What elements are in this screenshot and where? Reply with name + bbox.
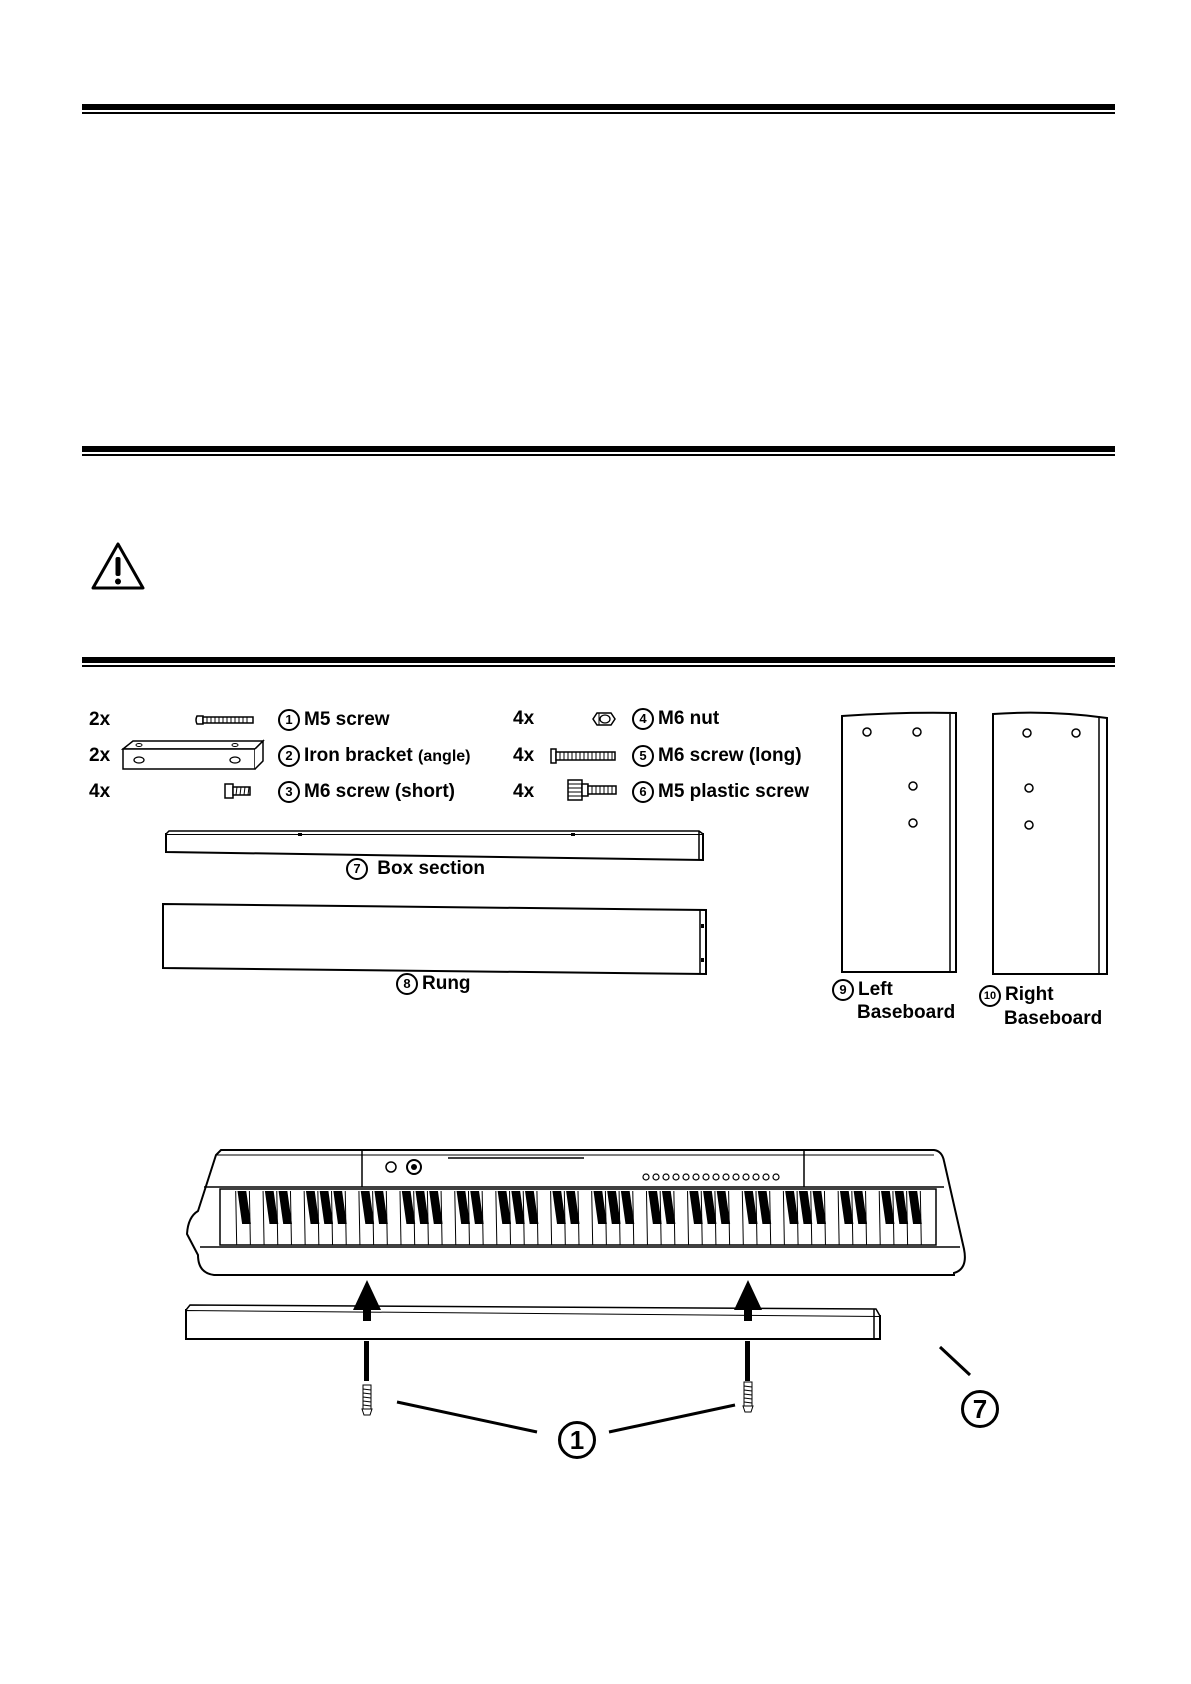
part-number-badge: 4 xyxy=(632,708,654,730)
part-number-badge: 8 xyxy=(396,973,418,995)
part-qty: 4x xyxy=(513,708,535,729)
part-label xyxy=(278,745,471,767)
part-number-badge: 1 xyxy=(278,709,300,731)
part-name-line2: Baseboard xyxy=(1004,1008,1103,1029)
screw-callout: 1 xyxy=(558,1421,596,1459)
rung-label xyxy=(396,973,471,995)
part-label xyxy=(632,708,719,730)
part-name-line2: Baseboard xyxy=(857,1002,956,1023)
part-name: Box section xyxy=(377,858,485,879)
part-qty: 4x xyxy=(89,781,111,802)
part-number-badge: 6 xyxy=(632,781,654,803)
left-baseboard-label xyxy=(832,978,955,1024)
part-label xyxy=(278,709,390,731)
part-number-badge: 5 xyxy=(632,745,654,767)
part-number-badge: 7 xyxy=(346,858,368,880)
part-name: M5 plastic screw xyxy=(658,781,810,802)
right-baseboard-diagram xyxy=(989,708,1111,980)
part-number-badge: 3 xyxy=(278,781,300,803)
part-name: M6 screw (long) xyxy=(658,745,802,766)
m6-long-screw-icon xyxy=(549,748,617,764)
box-section-label xyxy=(346,858,485,880)
part-qty: 4x xyxy=(513,745,535,766)
part-name: M6 nut xyxy=(658,708,720,729)
section-rule-bottom xyxy=(82,657,1115,667)
right-baseboard-label xyxy=(979,983,1102,1030)
part-name: Rung xyxy=(422,973,471,994)
m5-plastic-screw-icon xyxy=(566,779,618,801)
left-baseboard-diagram xyxy=(838,710,962,978)
m5-screw-icon xyxy=(195,713,255,727)
part-number-badge: 9 xyxy=(832,979,854,1001)
box-section-callout: 7 xyxy=(961,1390,999,1428)
part-name: Left xyxy=(858,979,893,1000)
part-qty: 2x xyxy=(89,745,111,766)
part-number-badge: 10 xyxy=(979,985,1001,1007)
part-name-suffix: (angle) xyxy=(418,748,471,765)
keyboard-assembly-diagram xyxy=(184,1147,984,1587)
part-number-badge: 2 xyxy=(278,745,300,767)
part-name: Iron bracket xyxy=(304,745,413,766)
iron-bracket-icon xyxy=(121,739,265,771)
m6-nut-icon xyxy=(591,711,617,727)
part-name: Right xyxy=(1005,984,1054,1005)
part-name: M6 screw (short) xyxy=(304,781,455,802)
part-label xyxy=(632,745,802,767)
part-qty: 4x xyxy=(513,781,535,802)
rung-diagram xyxy=(160,902,710,976)
m6-short-screw-icon xyxy=(223,783,253,799)
part-label xyxy=(632,781,809,803)
part-label xyxy=(278,781,455,803)
warning-triangle-icon xyxy=(90,541,146,591)
part-qty: 2x xyxy=(89,709,111,730)
section-rule-middle xyxy=(82,446,1115,456)
section-rule-top xyxy=(82,104,1115,114)
part-name: M5 screw xyxy=(304,709,390,730)
